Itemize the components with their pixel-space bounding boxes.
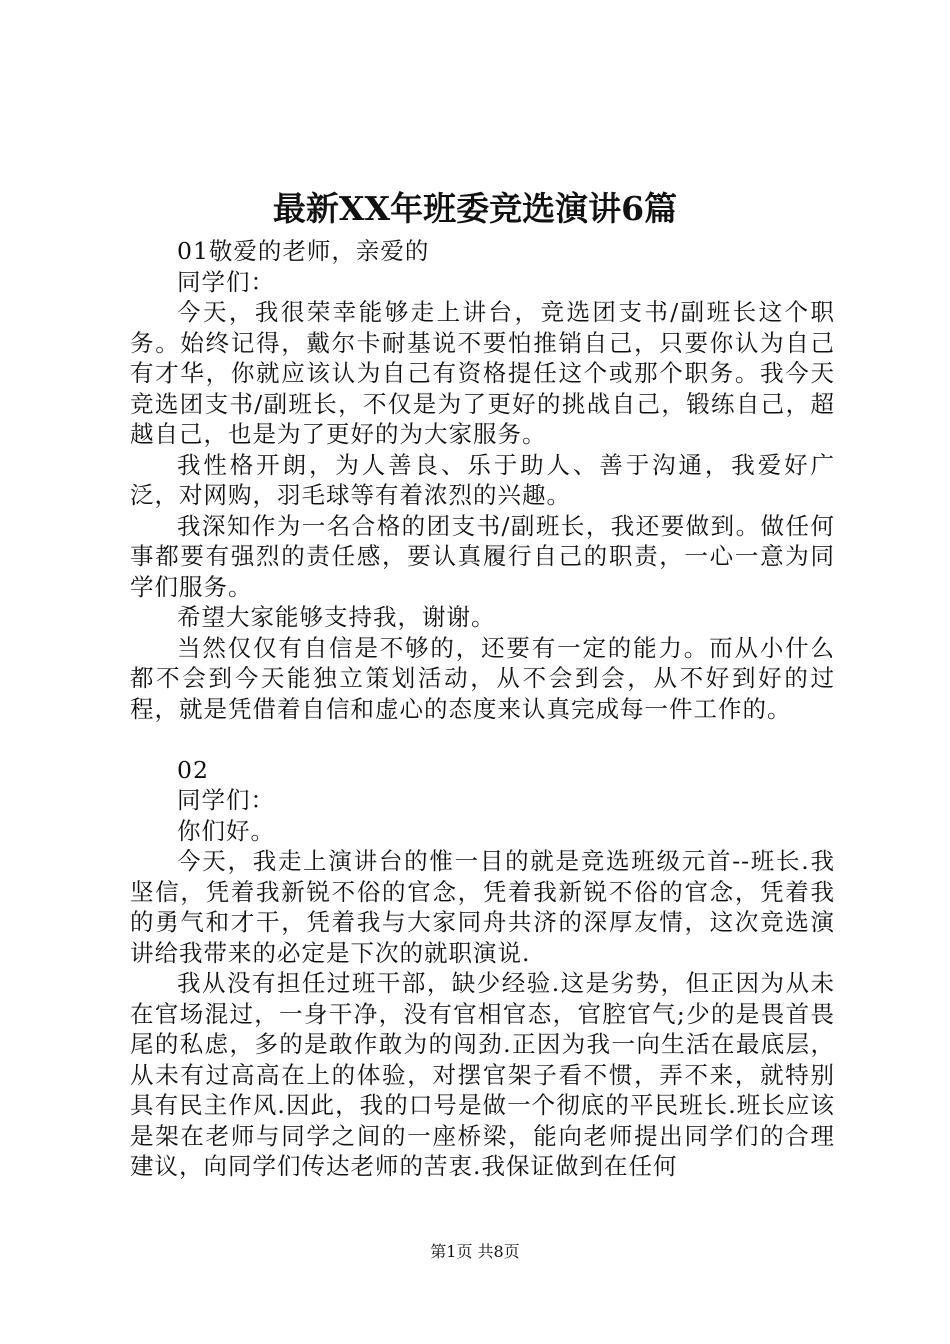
paragraph-salutation: 同学们： — [177, 267, 275, 296]
paragraph-experience: 我从没有担任过班干部，缺少经验.这是劣势，但正因为从未在官场混过，一身干净，没有官相官态，官腔官气;少的是畏首畏尾的私虑，多的是敢作敢为的闯劲.正因为我一向生活在最底层，从未有过高高在上的体验，对摆官架子看不惯，弄不来，就特别具有民主作风.因此，我的口号是做一个彻底的平民班长.班长应该是架在老师与同学之间的一座桥梁，能向老师提出同学们的合理建议，向同学们传达老师的苦衷.我保证做到在任何 — [130, 969, 835, 1180]
paragraph-purpose: 今天，我走上演讲台的惟一目的就是竞选班级元首--班长.我坚信，凭着我新锐不俗的官念，凭着我新锐不俗的官念，凭着我的勇气和才干，凭着我与大家同舟共济的深厚友情，这次竞选演讲给我带来的必定是下次的就职演说. — [130, 847, 835, 967]
section-spacer — [130, 724, 835, 755]
paragraph-greeting: 01敬爱的老师，亲爱的 — [177, 237, 430, 265]
paragraph-intro: 今天，我很荣幸能够走上讲台，竞选团支书/副班长这个职务。始终记得，戴尔卡耐基说不要怕推销自己，只要你认为自己有才华，你就应该认为自己有资格提任这个或那个职务。我今天竞选团支书/副班长，不仅是为了更好的挑战自己，锻练自己，超越自己，也是为了更好的为大家服务。 — [130, 298, 835, 448]
document-title: 最新XX年班委竞选演讲6篇 — [272, 189, 678, 228]
document-body — [130, 236, 835, 1182]
paragraph-hello: 你们好。 — [177, 816, 275, 845]
paragraph-responsibility: 我深知作为一名合格的团支书/副班长，我还要做到。做任何事都要有强烈的责任感，要认真履行自己的职责，一心一意为同学们服务。 — [130, 511, 835, 601]
page-footer: 第1页 共8页 — [430, 1242, 520, 1261]
paragraph-salutation-2: 同学们： — [177, 786, 275, 814]
paragraph-personality: 我性格开朗，为人善良、乐于助人、善于沟通，我爱好广泛，对网购，羽毛球等有着浓烈的兴趣。 — [130, 450, 835, 509]
paragraph-ability: 当然仅仅有自信是不够的，还要有一定的能力。而从小什么都不会到今天能独立策划活动，从不会到会，从不好到好的过程，就是凭借着自信和虚心的态度来认真完成每一件工作的。 — [130, 633, 835, 723]
paragraph-thanks: 希望大家能够支持我，谢谢。 — [177, 603, 496, 631]
section-number: 02 — [177, 755, 209, 784]
